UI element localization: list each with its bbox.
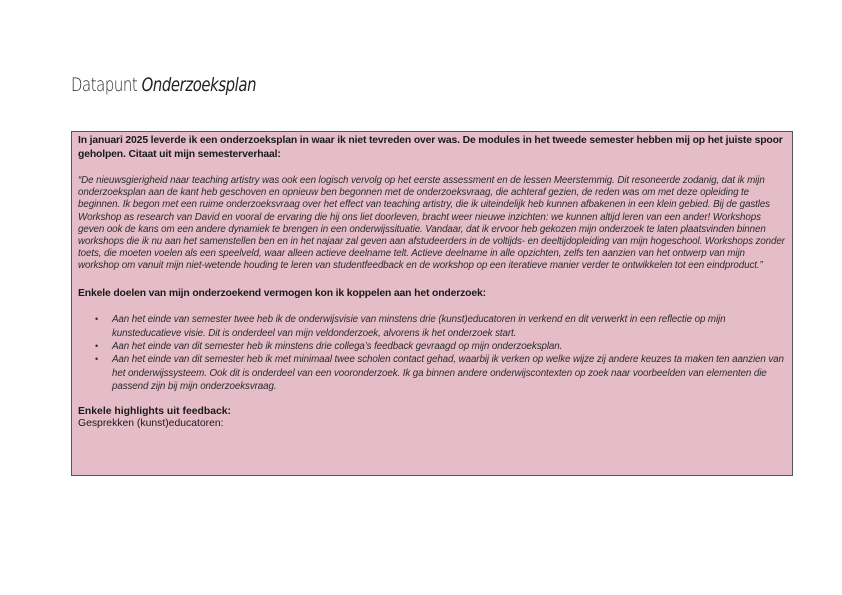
goal-text: Aan het einde van dit semester heb ik minstens drie collega’s feedback gevraagd op mijn onderzoeksplan. <box>112 340 563 352</box>
goal-text: Aan het einde van semester twee heb ik de onderwijsvisie van minstens drie (kunst)educatoren in verkend en dit verwerkt in een reflectie op mijn kunsteducatieve visie. Dit is onderdeel van mijn veldonderzoek, alvorens ik het onderzoek start. <box>112 314 726 339</box>
title-italic: Onderzoeksplan <box>141 74 257 96</box>
goal-item <box>78 340 786 353</box>
goal-item <box>78 313 786 340</box>
bullet-icon: • <box>95 354 99 365</box>
page-title <box>71 74 256 96</box>
title-prefix: Datapunt <box>71 74 138 96</box>
goals-heading: Enkele doelen van mijn onderzoekend vermogen kon ik koppelen aan het onderzoek: <box>78 287 486 299</box>
goal-item <box>78 353 786 393</box>
feedback-heading: Enkele highlights uit feedback: <box>78 405 231 417</box>
content-box <box>71 131 793 476</box>
bullet-icon: • <box>95 314 99 325</box>
quote-paragraph: “De nieuwsgierigheid naar teaching artistry was ook een logisch vervolg op het eerste assessment en de lessen Meerstemmig. Dit resoneerde zodanig, dat ik mijn onderzoeksplan aan de kant heb geschoven en opnieuw ben begonnen met de onderzoeksvraag, die achteraf gezien, de reden was om met deze opleiding te beginnen. Ik begon met een ruime onderzoeksvraag over het effect van teaching artistry, die ik uiteindelijk heb kunnen afbakenen in een klein gebied. Bij de gastles Workshop as research van David en vooral de ervaring die hij ons liet doorleven, bracht weer nieuwe inzichten: we kunnen altijd leren van een ander! Workshops geven ook de kans om een andere dynamiek te brengen in een onderwijssituatie. Vandaar, dat ik ervoor heb gekozen mijn onderzoek te laten plaatsvinden binnen workshops die ik nu aan het samenstellen ben en in het najaar zal geven aan afstudeerders in de voltijds- en deeltijdopleiding van mijn hogeschool. Workshops zonder toets, die moeten voelen als een speelveld, waar alleen actieve deelname telt. Actieve deelname in alle opzichten, zelfs ten aanzien van het ontwerp van mijn workshop om vanuit mijn niet-wetende houding te leren van studentfeedback en de workshop op een iteratieve manier verder te ontwikkelen tot een eindproduct.” <box>78 175 785 272</box>
goal-text: Aan het einde van dit semester heb ik met minimaal twee scholen contact gehad, waarbij ik verken op welke wijze zij andere keuzes ta maken ten aanzien van het onderwijssysteem. Ook dit is onderdeel van een vooronderzoek. Ik ga binnen andere onderwijscontexten op zoek naar voorbeelden van elementen die passend zijn bij mijn onderzoeksvraag. <box>112 354 784 393</box>
goals-list <box>78 313 786 393</box>
intro-paragraph: In januari 2025 leverde ik een onderzoeksplan in waar ik niet tevreden over was. De modules in het tweede semester hebben mij op het juiste spoor geholpen. Citaat uit mijn semesterverhaal: <box>78 135 783 160</box>
feedback-subheading: Gesprekken (kunst)educatoren: <box>78 417 224 429</box>
bullet-icon: • <box>95 340 99 351</box>
